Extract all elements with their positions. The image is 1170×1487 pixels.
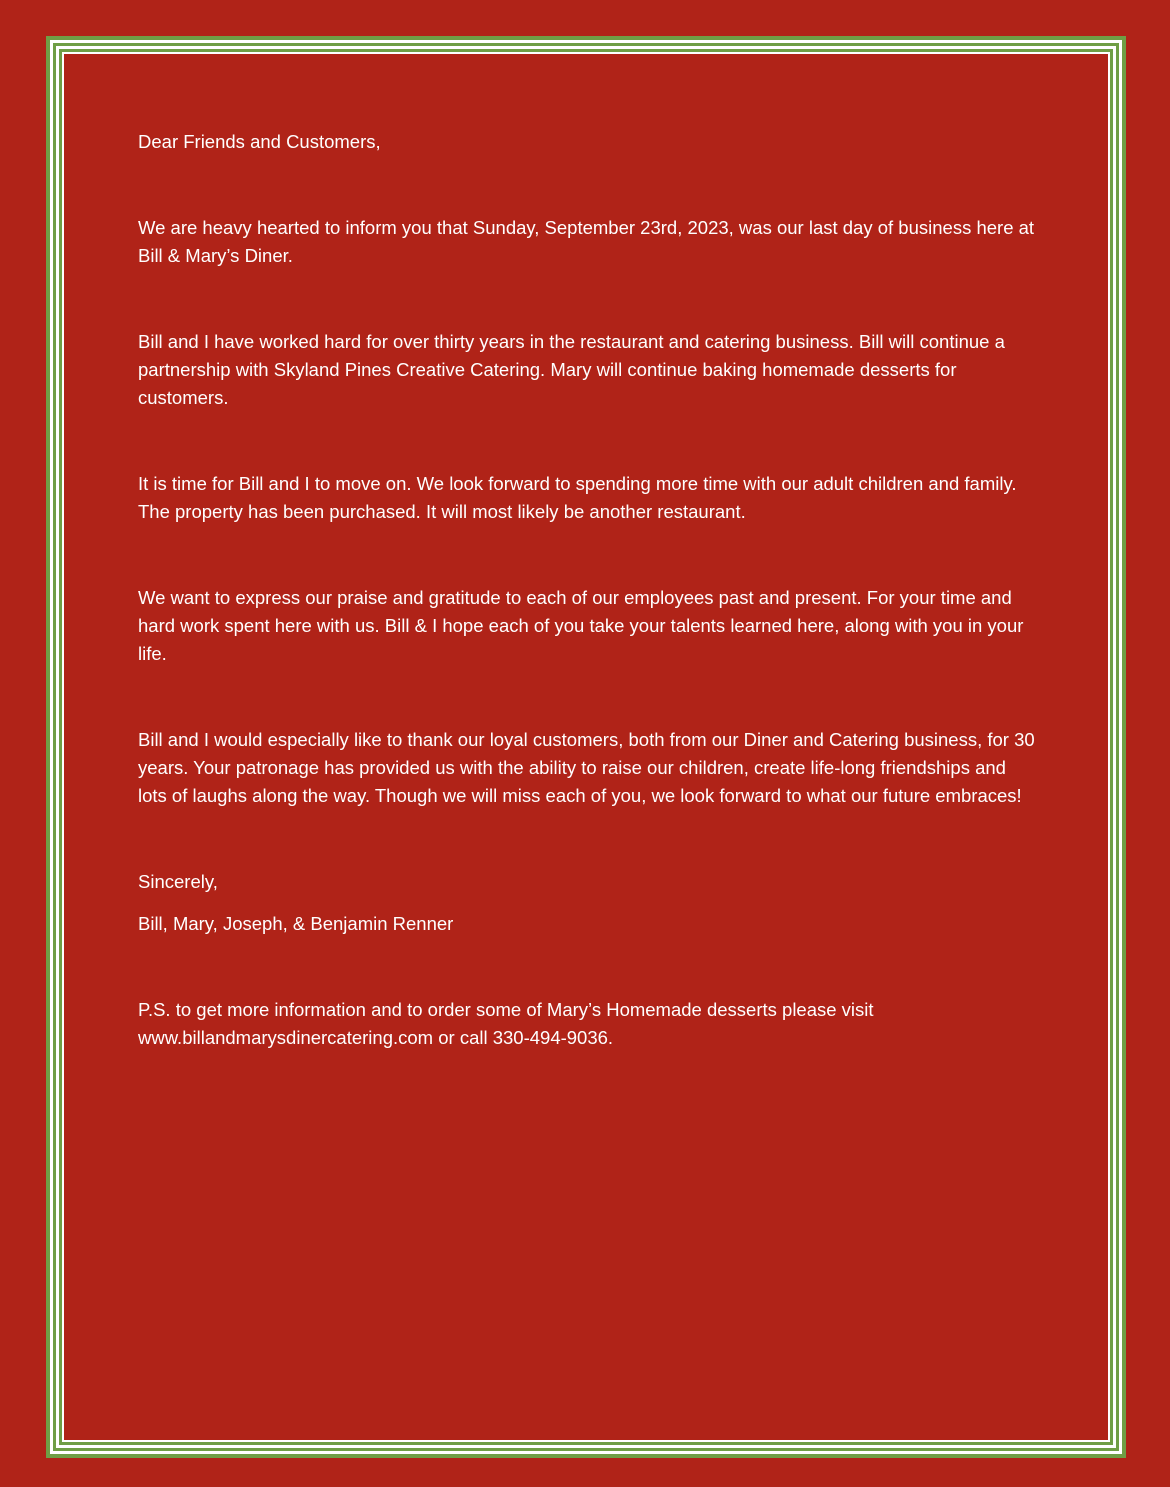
letter-paragraph-moving-on: It is time for Bill and I to move on. We look forward to spending more time with our adult children and family. The property has been purchased. It will most likely be another restaurant. [138, 473, 1017, 522]
letter-body [138, 128, 1038, 1052]
letter-closing: Sincerely, [138, 871, 218, 892]
letter-signature: Bill, Mary, Joseph, & Benjamin Renner [138, 913, 454, 934]
letter-greeting: Dear Friends and Customers, [138, 131, 381, 152]
letter-postscript: P.S. to get more information and to order some of Mary’s Homemade desserts please visit www.billandmarysdinercatering.com or call 330-494-9036. [138, 999, 874, 1048]
letter-paragraph-customers: Bill and I would especially like to thank our loyal customers, both from our Diner and Catering business, for 30 years. Your patronage has provided us with the ability to raise our children, create life-long friendships and lots of laughs along the way. Though we will miss each of you, we look forward to what our future embraces! [138, 729, 1035, 806]
letter-paragraph-history: Bill and I have worked hard for over thirty years in the restaurant and catering business. Bill will continue a partnership with Skyland Pines Creative Catering. Mary will continue baking homemade desserts for customers. [138, 331, 1005, 408]
letter-paragraph-closing-announcement: We are heavy hearted to inform you that Sunday, September 23rd, 2023, was our last day of business here at Bill & Mary’s Diner. [138, 217, 1035, 266]
letter-paragraph-employees: We want to express our praise and gratitude to each of our employees past and present. For your time and hard work spent here with us. Bill & I hope each of you take your talents learned here, along with you in your life. [138, 587, 1024, 664]
